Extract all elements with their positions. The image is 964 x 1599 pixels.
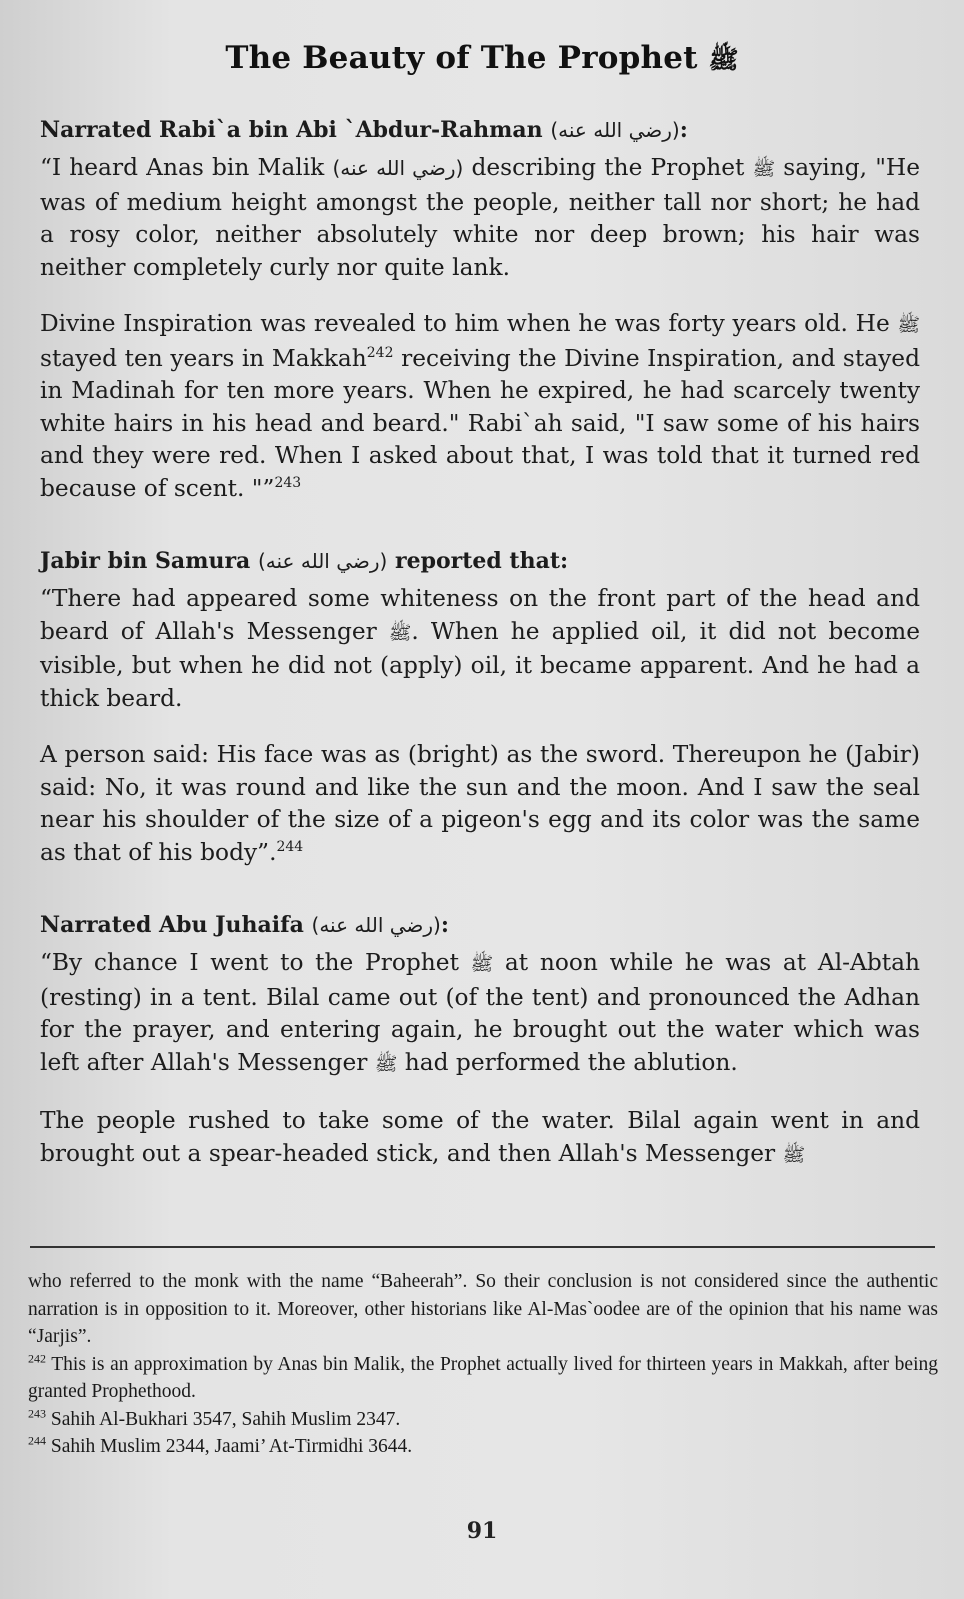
footnote-item [28,1433,938,1461]
narrator-name: Narrated Rabi`a bin Abi `Abdur-Rahman [40,117,543,143]
narration-paragraph [40,583,920,715]
narration-paragraph [40,947,920,1081]
text-run: A person said: His face was as (bright) as the sword. Thereupon he (Jabir) said: No, it was round and like the sun and the moon. And I saw the seal near his shoulder of the size of a pigeon's egg and its color was the same as that of his body”. [40,741,920,866]
narrator-name: Narrated Abu Juhaifa [40,912,304,938]
heading-suffix: : [440,912,449,938]
narration-abu-juhaifa [40,907,920,1172]
text-run: had performed the ablution. [404,1048,738,1076]
footnote-ref[interactable]: 243 [274,474,302,491]
text-run: stayed ten years in Makkah [40,344,367,372]
footnote-number: 242 [28,1351,46,1365]
footnote-divider [30,1246,935,1248]
text-run: The people rushed to take some of the water. Bilal again went in and brought out a spear-headed stick, and then Allah's Messenger [40,1107,920,1167]
text-run: “By chance I went to the Prophet [40,949,459,976]
page-number: 91 [466,1518,498,1544]
text-run: receiving the Divine Inspiration, and stayed in Madinah for ten more years. When he expired, he had scarcely twenty white hairs in his head and beard." Rabi`ah said, "I saw some of his hairs and they were red. When I asked about that, I was told that it turned red because of scent. "” [40,344,920,502]
narration-jabir [40,543,920,869]
text-run: . When he applied oil, it did not become visible, but when he did not (apply) oil, it became apparent. And he had a thick beard. [40,617,921,712]
arabic-honorific: (رضي الله عنه) [257,549,388,573]
narration-heading [40,112,920,148]
salutation-symbol: ﷺ [388,622,412,644]
narration-rabia [40,112,920,505]
narration-heading [40,543,920,579]
footnote-number: 244 [28,1433,46,1448]
main-text [40,112,920,1210]
footnotes [28,1268,938,1461]
text-run: Divine Inspiration was revealed to him when he was forty years old. He [40,310,890,337]
running-head [0,40,964,81]
text-run: saying, "He was of medium height amongst the people, neither tall nor short; he had a rosy color, neither absolutely white nor deep brown; his hair was neither completely curly nor quite lank. [40,154,921,281]
footnote-ref[interactable]: 244 [276,838,304,855]
salutation-symbol: ﷺ [752,159,776,180]
heading-suffix: reported that: [395,548,569,574]
narration-paragraph [40,308,920,505]
salutation-symbol: ﷺ [708,45,739,74]
heading-suffix: : [679,117,688,143]
footnote-text: This is an approximation by Anas bin Malik, the Prophet actually lived for thirteen years in Makkah, after being granted Prophethood. [28,1353,938,1402]
salutation-symbol: ﷺ [470,954,494,975]
salutation-symbol: ﷺ [374,1053,398,1075]
footnote-item [28,1406,938,1434]
arabic-honorific: (رضي الله عنه) [332,156,464,180]
footnote-ref[interactable]: 242 [366,344,394,361]
text-run: “There had appeared some whiteness on the front part of the head and beard of Allah's Messenger [40,585,920,645]
text-run: “I heard Anas bin Malik [40,154,325,181]
narration-paragraph [40,1105,920,1172]
footnote-text: Sahih Muslim 2344, Jaami’ At-Tirmidhi 3644. [50,1436,413,1457]
narrator-name: Jabir bin Samura [40,548,251,574]
text-run: describing the Prophet [471,154,745,181]
footnote-item [28,1351,938,1406]
arabic-honorific: (رضي الله عنه) [550,118,680,142]
footnote-text: Sahih Al-Bukhari 3547, Sahih Muslim 2347. [50,1408,401,1430]
narration-heading [40,907,920,943]
running-head-text: The Beauty of The Prophet [225,40,698,76]
salutation-symbol: ﷺ [897,315,920,336]
text-run: at noon while he was at Al-Abtah (resting) in a tent. Bilal came out (of the tent) and pronounced the Adhan for the prayer, and entering again, he brought out the water which was left after Allah's Messenger [40,949,921,1076]
salutation-symbol: ﷺ [782,1144,806,1166]
footnote-continuation: who referred to the monk with the name “Baheerah”. So their conclusion is not considered since the authentic narration is in opposition to it. Moreover, other historians like Al-Mas`oodee are of the opinion that his name was “Jarjis”. [28,1271,938,1347]
footnote-number: 243 [28,1406,46,1420]
narration-paragraph [40,152,920,284]
narration-paragraph [40,739,920,869]
arabic-honorific: (رضي الله عنه) [311,913,441,937]
